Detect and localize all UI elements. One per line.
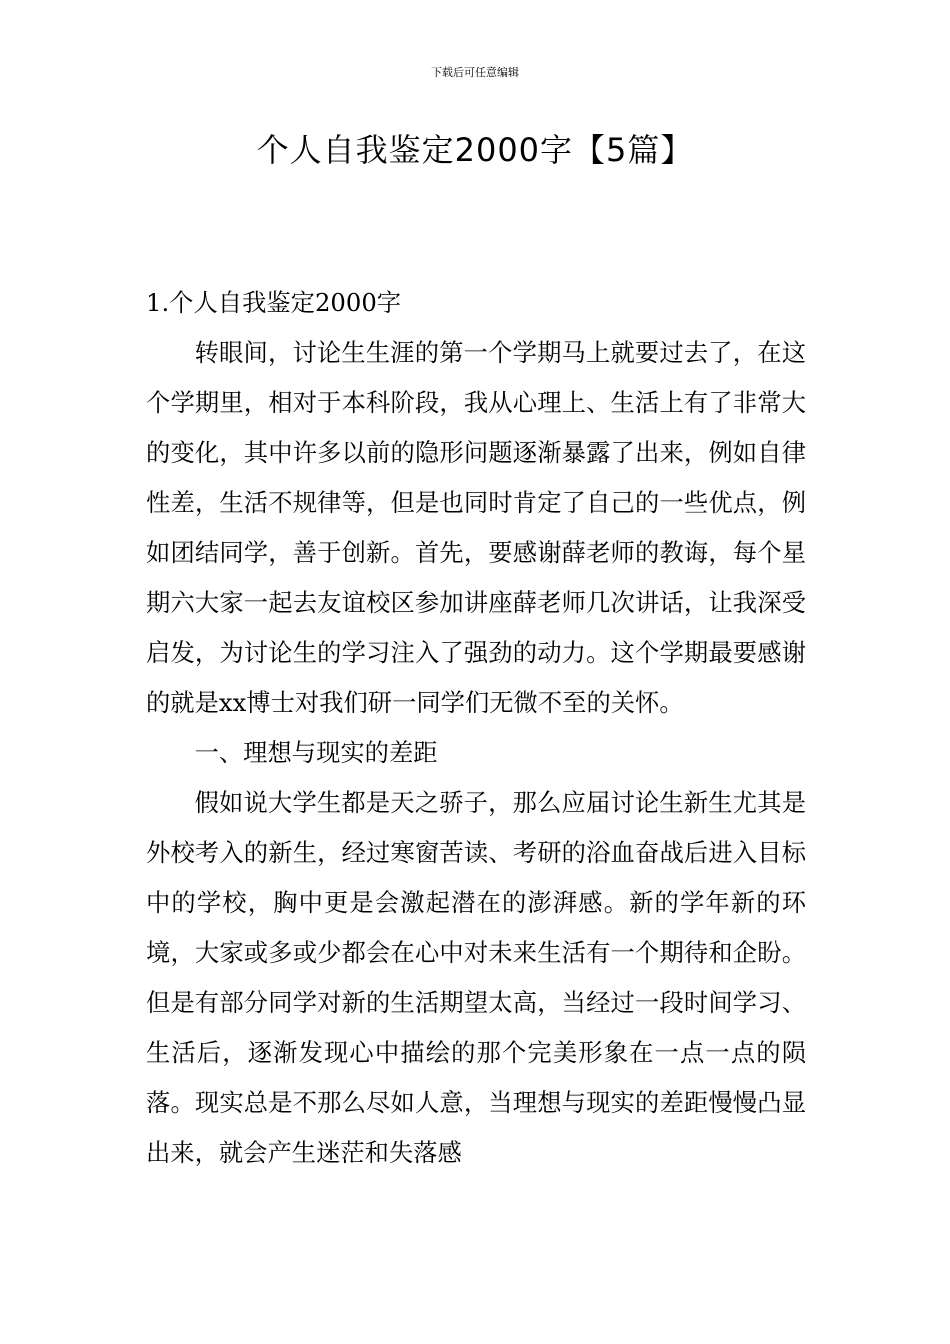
paragraph: 假如说大学生都是天之骄子，那么应届讨论生新生尤其是外校考入的新生，经过寒窗苦读、考研的浴血奋战后进入目标中的学校，胸中更是会激起潜在的澎湃感。新的学年新的环境，大家或多或少都会在心中对未来生活有一个期待和企盼。但是有部分同学对新的生活期望太高，当经过一段时间学习、生活后，逐渐发现心中描绘的那个完美形象在一点一点的陨落。现实总是不那么尽如人意，当理想与现实的差距慢慢凸显出来，就会产生迷茫和失落感 xyxy=(146,788,806,1167)
paragraph: 转眼间，讨论生生涯的第一个学期马上就要过去了，在这个学期里，相对于本科阶段，我从心理上、生活上有了非常大的变化，其中许多以前的隐形问题逐渐暴露了出来，例如自律性差，生活不规律等，但是也同时肯定了自己的一些优点，例如团结同学，善于创新。首先，要感谢薛老师的教诲，每个星期六大家一起去友谊校区参加讲座薛老师几次讲话，让我深受启发，为讨论生的学习注入了强劲的动力。这个学期最要感谢的就是xx博士对我们研一同学们无微不至的关怀。 xyxy=(146,338,806,717)
section-heading: 1.个人自我鉴定2000字 xyxy=(146,288,402,317)
document-body xyxy=(146,278,806,1178)
subheading: 一、理想与现实的差距 xyxy=(194,738,438,767)
header-note: 下载后可任意编辑 xyxy=(431,66,519,79)
document-title: 个人自我鉴定2000字【5篇】 xyxy=(256,131,694,169)
